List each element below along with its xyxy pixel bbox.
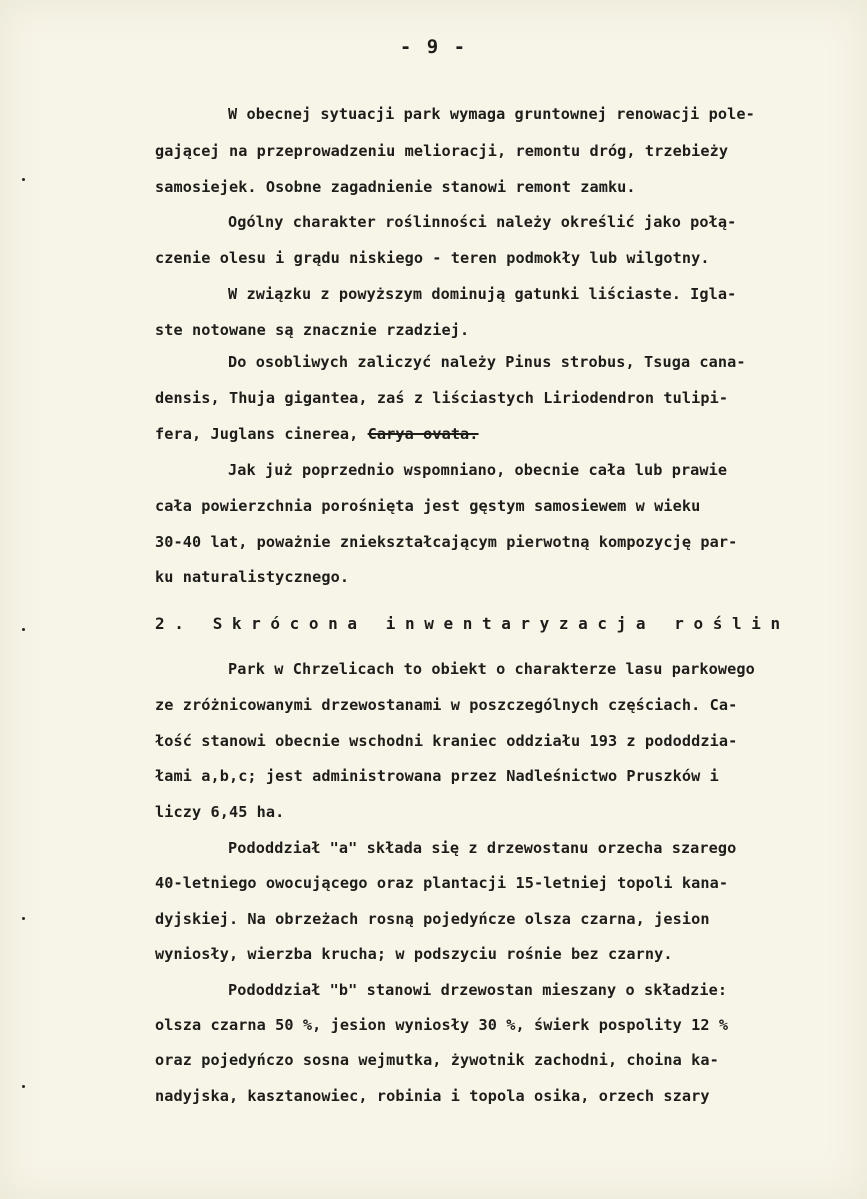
text-line: łami a,b,c; jest administrowana przez Nadleśnictwo Pruszków i (155, 767, 719, 785)
text-line: łość stanowi obecnie wschodni kraniec oddziału 193 z pododdzia- (155, 732, 738, 750)
margin-dot (22, 917, 25, 920)
text-line: ze zróżnicowanymi drzewostanami w poszczególnych częściach. Ca- (155, 696, 738, 714)
text-line (155, 424, 845, 444)
text-line: densis, Thuja gigantea, zaś z liściastych Liriodendron tulipi- (155, 389, 729, 407)
text-line: nadyjska, kasztanowiec, robinia i topola osika, orzech szary (155, 1087, 710, 1105)
text-line: olsza czarna 50 %, jesion wyniosły 30 %, świerk pospolity 12 % (155, 1016, 729, 1034)
text-line: 40-letniego owocującego oraz plantacji 15-letniej topoli kana- (155, 874, 729, 892)
text-line: Do osobliwych zaliczyć należy Pinus strobus, Tsuga cana- (228, 353, 746, 371)
text-line: cała powierzchnia porośnięta jest gęstym samosiewem w wieku (155, 497, 701, 515)
page-number: - 9 - (399, 36, 468, 58)
text-line: liczy 6,45 ha. (155, 803, 285, 821)
text-line: gającej na przeprowadzeniu melioracji, remontu dróg, trzebieży (155, 142, 729, 160)
text-fragment: fera, Juglans cinerea, (155, 425, 359, 443)
text-line: dyjskiej. Na obrzeżach rosną pojedyńcze olsza czarna, jesion (155, 910, 710, 928)
text-line: ku naturalistycznego. (155, 568, 350, 586)
text-line: wyniosły, wierzba krucha; w podszyciu rośnie bez czarny. (155, 945, 673, 963)
struck-out-text: Carya ovata. (367, 425, 479, 443)
margin-dot (22, 1085, 25, 1088)
text-line: oraz pojedyńczo sosna wejmutka, żywotnik zachodni, choina ka- (155, 1051, 719, 1069)
section-heading: 2. Skrócona inwentaryzacja roślin (155, 614, 790, 633)
text-line: Pododdział "a" składa się z drzewostanu orzecha szarego (228, 839, 737, 857)
text-line: czenie olesu i grądu niskiego - teren podmokły lub wilgotny. (155, 249, 710, 267)
text-line: Park w Chrzelicach to obiekt o charakterze lasu parkowego (228, 660, 755, 678)
text-line: W związku z powyższym dominują gatunki liściaste. Igla- (228, 285, 737, 303)
text-line: ste notowane są znacznie rzadziej. (155, 321, 470, 339)
margin-dot (22, 628, 25, 631)
text-line: samosiejek. Osobne zagadnienie stanowi remont zamku. (155, 178, 636, 196)
text-line: W obecnej sytuacji park wymaga gruntownej renowacji pole- (228, 105, 755, 123)
text-line: Ogólny charakter roślinności należy określić jako połą- (228, 213, 737, 231)
text-line: Pododdział "b" stanowi drzewostan mieszany o składzie: (228, 981, 728, 999)
text-line: 30-40 lat, poważnie zniekształcającym pierwotną kompozycję par- (155, 533, 738, 551)
text-line: Jak już poprzednio wspomniano, obecnie cała lub prawie (228, 461, 728, 479)
margin-dot (22, 178, 25, 181)
